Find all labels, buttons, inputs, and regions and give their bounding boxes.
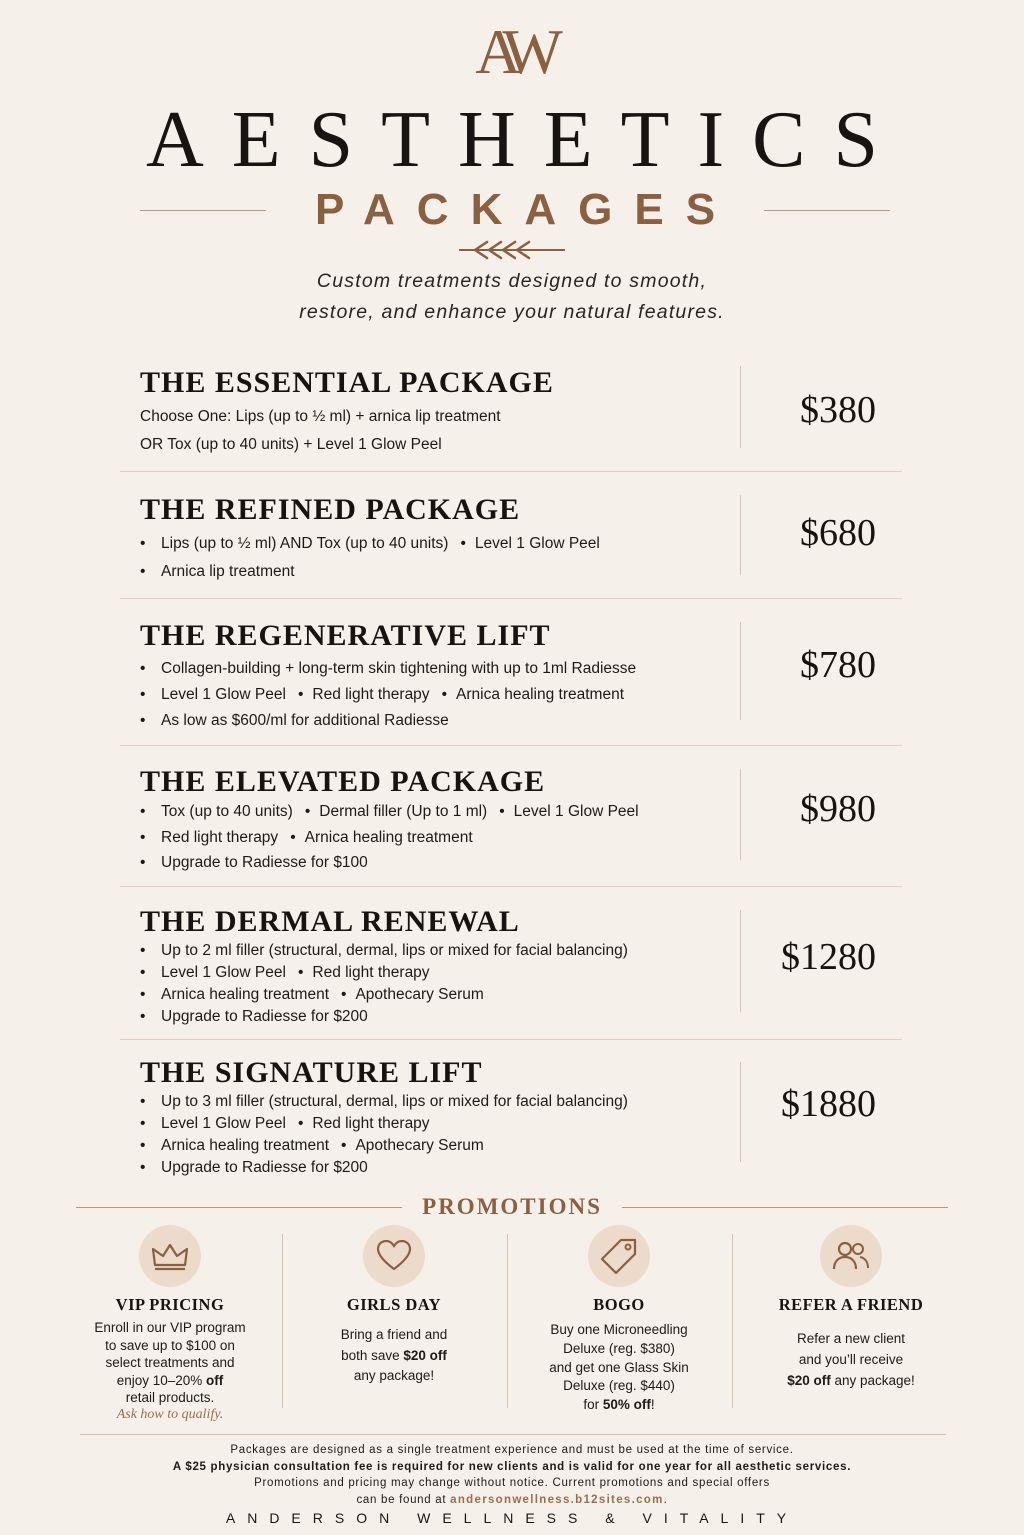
package-detail-line [140,686,624,704]
bullet-separator: • [441,686,447,703]
promotion-highlight: $20 off [787,1373,831,1388]
package-card [120,1056,902,1186]
promotion-line [739,1349,963,1370]
page-title: AESTHETICS [146,96,906,184]
package-detail-line [140,964,430,982]
heart-icon [363,1225,425,1287]
package-card [120,366,902,496]
package-feature: Apothecary Serum [355,986,484,1003]
package-detail-line [140,408,501,426]
promotion-title: BOGO [593,1295,645,1314]
package-feature: Collagen-building + long-term skin tightening with up to 1ml Radiesse [161,660,637,677]
promotion-line [739,1328,963,1349]
package-name: THE ELEVATED PACKAGE [140,765,546,798]
promotion-text: to save up to $100 on [105,1337,235,1353]
package-name: THE REGENERATIVE LIFT [140,619,551,652]
price-divider [740,1062,741,1162]
package-price: $980 [800,788,876,830]
footer-note-fee: A $25 physician consultation fee is required for new clients and is valid for one year for all aesthetic services. [172,1460,852,1473]
bullet-separator: • [297,686,304,703]
package-detail-line [140,854,368,872]
promotion-text: enjoy 10–20% [116,1372,207,1388]
package-feature: Arnica lip treatment [161,563,295,580]
price-divider [740,495,741,575]
promotion-text: any package! [353,1368,435,1383]
package-detail-line [140,1115,430,1133]
promotions-right-rule [622,1207,948,1208]
package-feature: Red light therapy [312,686,430,703]
package-detail-line [140,660,636,678]
promotion-description [507,1321,731,1415]
price-divider [740,910,741,1012]
bullet-separator: • [341,986,347,1003]
bullet-separator: • [499,803,505,820]
package-name: THE REFINED PACKAGE [140,493,521,526]
package-price: $680 [800,512,876,554]
promotion-divider [732,1234,733,1408]
brand-name: ANDERSON WELLNESS & VITALITY [225,1510,799,1526]
promotion-text: Refer a new client [796,1331,906,1346]
package-name: THE ESSENTIAL PACKAGE [140,366,554,399]
bullet-separator: • [341,1137,347,1154]
package-detail-line [140,803,639,821]
package-card [120,905,902,1035]
promotion-description [739,1328,963,1391]
package-separator [120,1039,902,1040]
promotions-heading: PROMOTIONS [422,1194,602,1219]
package-detail-line [140,986,484,1004]
package-feature: Dermal filler (Up to 1 ml) [319,803,488,820]
footer-divider [80,1434,946,1435]
promotion-line [58,1337,282,1355]
package-card [120,619,902,749]
package-price: $1280 [781,936,876,978]
subtitle-left-rule [140,210,266,211]
promotion-text: Deluxe (reg. $440) [563,1378,675,1394]
package-feature: Upgrade to Radiesse for $200 [161,1008,368,1025]
package-feature: Red light therapy [161,829,279,846]
promotion-line [507,1321,731,1340]
promotion-line [58,1372,282,1390]
package-feature: Level 1 Glow Peel [161,686,286,703]
promotion-highlight: $20 off [403,1347,447,1363]
promotion-title: REFER A FRIEND [778,1295,924,1314]
package-detail-line [140,712,449,730]
price-tag-icon [588,1225,650,1287]
promotion-line [58,1319,282,1337]
package-feature: OR Tox (up to 40 units) + Level 1 Glow Peel [140,436,442,453]
promotion-title: GIRLS DAY [346,1295,442,1314]
promotion-line [282,1366,506,1387]
promotion-text: ! [650,1397,655,1413]
package-feature: As low as $600/ml for additional Radiesse [161,712,449,729]
promotion-line [282,1346,506,1367]
promotion-highlight: 50% off [602,1397,651,1413]
package-price: $380 [800,389,876,431]
package-detail-line [140,1008,368,1026]
package-feature: Arnica healing treatment [304,829,473,846]
price-divider [740,769,741,860]
package-card [120,765,902,895]
footer-note: Packages are designed as a single treatment experience and must be used at the time of service. [230,1444,794,1456]
package-feature: Lips (up to ½ ml) AND Tox (up to 40 units) [161,535,449,552]
bullet-separator: • [297,964,304,981]
promotion-text: for [583,1397,603,1413]
promotion-card [739,1225,963,1415]
package-feature: Arnica healing treatment [456,686,625,703]
footer-note: Promotions and pricing may change without notice. Current promotions and special offers [254,1477,770,1490]
bullet-separator: • [297,1115,304,1132]
brand-logo: AW [475,16,549,87]
promotion-text: and you’ll receive [798,1352,904,1367]
website-link[interactable]: andersonwellness.b12sites.com [450,1493,664,1506]
promotion-text: any package! [830,1373,915,1388]
promotion-line [58,1389,282,1407]
package-feature: Red light therapy [312,1115,430,1132]
package-feature: Upgrade to Radiesse for $200 [161,1159,368,1176]
promotion-divider [282,1234,283,1408]
package-card [120,493,902,623]
promotion-title: VIP PRICING [115,1295,225,1314]
promotion-line [507,1377,731,1396]
package-detail-line [140,829,473,847]
price-divider [740,366,741,448]
price-divider [740,622,741,720]
subtitle-right-rule [764,210,890,211]
package-feature: Level 1 Glow Peel [161,964,286,981]
promotion-note: Ask how to qualify. [116,1407,224,1422]
package-feature: Level 1 Glow Peel [161,1115,286,1132]
package-detail-line [140,1093,628,1111]
tagline-line: restore, and enhance your natural features. [299,301,725,323]
promotion-text: Deluxe (reg. $380) [563,1340,675,1356]
tagline-line: Custom treatments designed to smooth, [316,270,708,292]
promotion-text: and get one Glass Skin [549,1359,689,1375]
tagline [0,266,1024,328]
promotions-heading-row [76,1192,948,1222]
promotion-line [58,1354,282,1372]
package-price: $1880 [781,1083,876,1125]
promotion-text: select treatments and [105,1355,235,1370]
promotion-line [282,1325,506,1346]
promotion-line [507,1396,731,1415]
promotion-card [58,1225,282,1422]
package-name: THE SIGNATURE LIFT [140,1056,483,1089]
package-separator [120,745,902,746]
promotion-text: retail products. [125,1390,215,1405]
subtitle-row [140,180,890,240]
package-feature: Level 1 Glow Peel [513,803,639,820]
promotion-text: Enroll in our VIP program [94,1320,246,1335]
promotions-left-rule [76,1207,402,1208]
footer-notes [0,1442,1024,1508]
leaf-sprig-icon [455,238,569,262]
package-detail-line [140,563,295,581]
package-detail-line [140,535,600,553]
promotion-line [739,1370,963,1391]
package-feature: Red light therapy [312,964,430,981]
package-feature: Level 1 Glow Peel [474,535,600,552]
promotion-text: Buy one Microneedling [550,1322,688,1337]
promotion-description [58,1319,282,1407]
package-feature: Up to 3 ml filler (structural, dermal, lips or mixed for facial balancing) [161,1093,628,1110]
footer-url-suffix: . [663,1493,668,1506]
package-feature: Up to 2 ml filler (structural, dermal, lips or mixed for facial balancing) [161,942,628,959]
page-subtitle: PACKAGES [314,185,738,234]
package-detail-line [140,436,442,454]
package-detail-line [140,1137,484,1155]
crown-icon [139,1225,201,1287]
package-feature: Apothecary Serum [355,1137,484,1154]
package-name: THE DERMAL RENEWAL [140,905,520,938]
promotion-line [507,1340,731,1359]
package-feature: Arnica healing treatment [161,1137,330,1154]
footer-url-prefix: can be found at [356,1493,451,1506]
bullet-separator: • [290,829,296,846]
bullet-separator: • [460,535,466,552]
package-detail-line [140,1159,368,1177]
promotion-text: Bring a friend and [340,1327,448,1342]
package-separator [120,886,902,887]
promotion-highlight: off [206,1372,224,1388]
package-detail-line [140,942,628,960]
promotion-text: both save [341,1347,404,1363]
promotion-line [507,1359,731,1378]
package-feature: Upgrade to Radiesse for $100 [161,854,368,871]
promotion-description [282,1325,506,1387]
bullet-separator: • [304,803,311,820]
people-icon [820,1225,882,1287]
package-feature: Tox (up to 40 units) [161,803,293,820]
package-separator [120,471,902,472]
package-price: $780 [800,644,876,686]
package-feature: Arnica healing treatment [161,986,330,1003]
promotion-card [507,1225,731,1415]
footer-note-url-line [0,1492,1024,1509]
package-feature: Choose One: Lips (up to ½ ml) + arnica lip treatment [140,408,501,425]
package-separator [120,598,902,599]
promotion-card [282,1225,506,1415]
promotion-divider [507,1234,508,1408]
